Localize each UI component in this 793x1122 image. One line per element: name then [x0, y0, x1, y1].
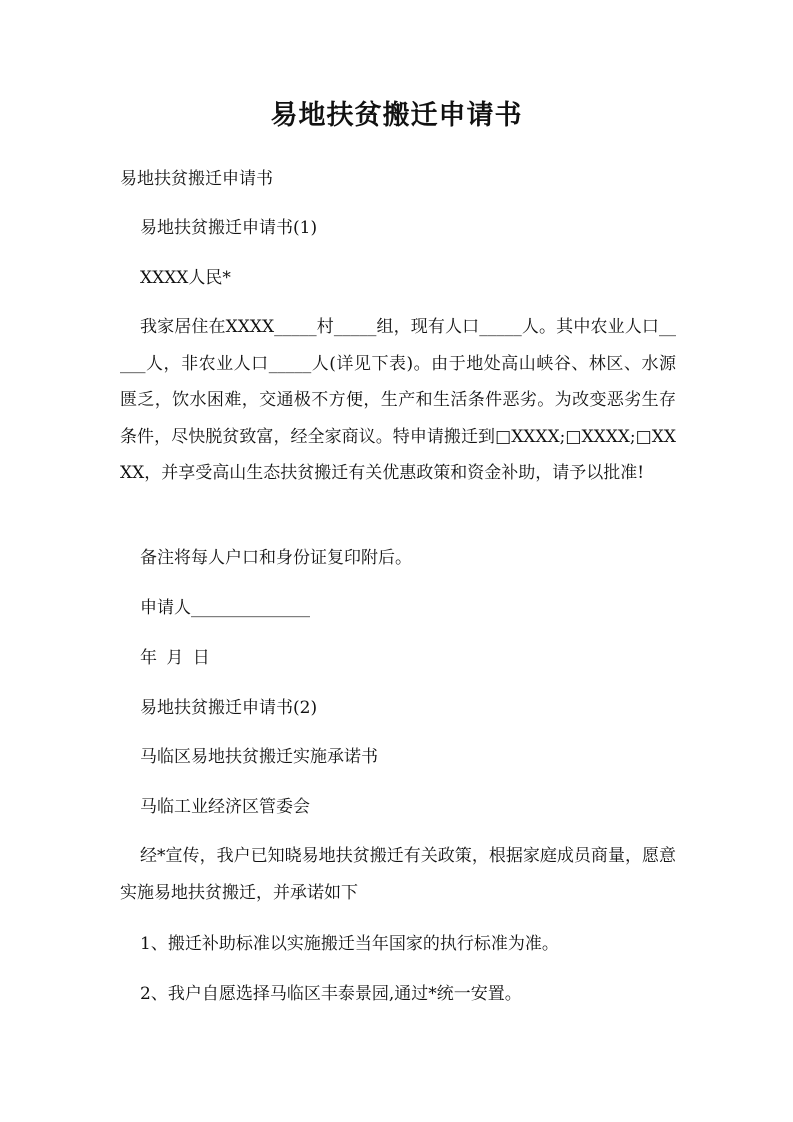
section2-item-2: 2、我户自愿选择马临区丰泰景园,通过*统一安置。 [140, 984, 522, 1004]
section2-body: 经*宣传，我户已知晓易地扶贫搬迁有关政策，根据家庭成员商量，愿意实施易地扶贫搬迁，并承诺如下 [120, 846, 676, 903]
section1-heading: 易地扶贫搬迁申请书(1) [140, 218, 318, 238]
section1-applicant: 申请人______________ [140, 598, 310, 618]
document-title: 易地扶贫搬迁申请书 [270, 100, 523, 131]
section1-addressee: XXXX人民* [140, 268, 231, 288]
section1-body: 我家居住在XXXX_____村_____组，现有人口_____人。其中农业人口_____人，非农业人口_____人(详见下表)。由于地处高山峡谷、林区、水源匮乏，饮水困难，交通极不方便，生产和生活条件恶劣。为改变恶劣生存条件，尽快脱贫致富，经全家商议。特申请搬迁到□XXXX;□XXXX;□XXXX，并享受高山生态扶贫搬迁有关优惠政策和资金补助，请予以批准! [120, 317, 676, 484]
section2-heading: 易地扶贫搬迁申请书(2) [140, 698, 318, 718]
document-subtitle: 易地扶贫搬迁申请书 [120, 169, 273, 189]
section2-item-1: 1、搬迁补助标准以实施搬迁当年国家的执行标准为准。 [140, 934, 559, 954]
section2-addressee: 马临工业经济区管委会 [140, 797, 310, 817]
section1-date: 年 月 日 [140, 648, 210, 668]
section2-subheading: 马临区易地扶贫搬迁实施承诺书 [140, 747, 378, 767]
section1-note: 备注将每人户口和身份证复印附后。 [140, 548, 412, 568]
